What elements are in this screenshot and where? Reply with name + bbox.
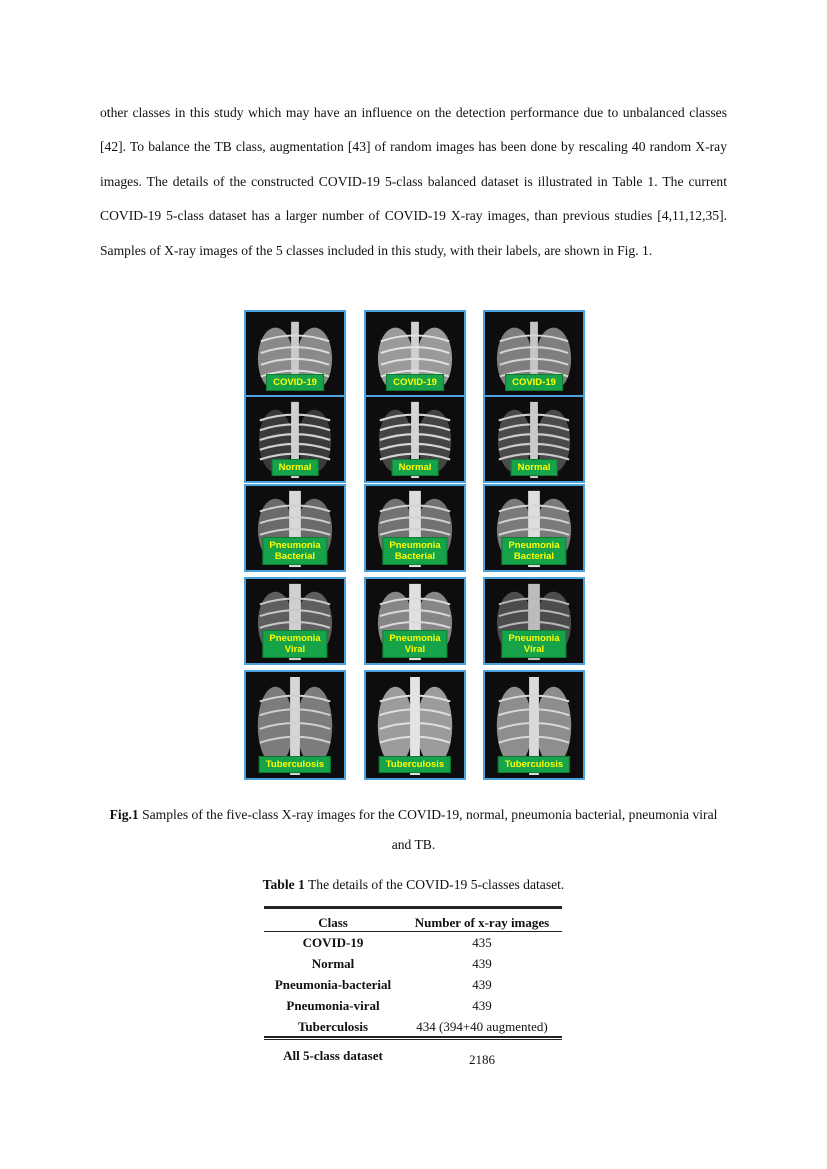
table-row xyxy=(264,995,562,1016)
figure-caption-label: Fig.1 xyxy=(109,807,139,822)
xray-image-covid-2 xyxy=(364,310,466,398)
xray-image-viral-3 xyxy=(483,577,585,665)
xray-label: COVID-19 xyxy=(386,374,444,391)
xray-image-tb-2 xyxy=(364,670,466,780)
table-row xyxy=(264,932,562,954)
xray-label: Pneumonia Bacterial xyxy=(382,537,447,565)
xray-image-viral-1 xyxy=(244,577,346,665)
table-total-row xyxy=(264,1042,562,1070)
table-caption xyxy=(100,877,727,893)
xray-label: Normal xyxy=(392,459,439,476)
class-cell: Pneumonia-bacterial xyxy=(274,976,392,992)
xray-label: Tuberculosis xyxy=(259,756,331,773)
xray-image-bacterial-3 xyxy=(483,484,585,572)
xray-label: COVID-19 xyxy=(505,374,563,391)
table-caption-label: Table 1 xyxy=(262,877,305,892)
xray-image-normal-3 xyxy=(483,395,585,483)
xray-label: Tuberculosis xyxy=(379,756,451,773)
class-cell: Pneumonia-viral xyxy=(286,997,380,1013)
class-cell: Tuberculosis xyxy=(297,1018,369,1034)
figure-caption-text: Samples of the five-class X-ray images for the COVID-19, normal, pneumonia bacterial, pneumonia viral and TB. xyxy=(138,807,718,852)
xray-label: Normal xyxy=(511,459,558,476)
xray-image-bacterial-2 xyxy=(364,484,466,572)
dataset-table-total xyxy=(264,1042,562,1070)
table-total-rule xyxy=(264,1036,562,1040)
count-cell: 439 xyxy=(472,976,492,992)
count-cell: 439 xyxy=(472,997,492,1013)
table-row xyxy=(264,953,562,974)
xray-image-covid-1 xyxy=(244,310,346,398)
table-row xyxy=(264,974,562,995)
total-count-cell: 2186 xyxy=(469,1052,495,1067)
count-cell: 439 xyxy=(472,955,492,971)
xray-label: Pneumonia Viral xyxy=(262,630,327,658)
xray-image-viral-2 xyxy=(364,577,466,665)
table-header-row xyxy=(264,906,562,932)
count-cell: 435 xyxy=(472,934,492,950)
xray-label: Pneumonia Bacterial xyxy=(501,537,566,565)
dataset-table xyxy=(264,906,562,1037)
table-caption-text: The details of the COVID-19 5-classes dataset. xyxy=(304,877,565,892)
xray-sample-grid xyxy=(242,308,585,780)
figure-caption xyxy=(100,800,727,860)
table-row xyxy=(264,1016,562,1037)
xray-image-normal-1 xyxy=(244,395,346,483)
count-cell: 434 (394+40 augmented) xyxy=(416,1018,548,1034)
xray-image-covid-3 xyxy=(483,310,585,398)
xray-label: Pneumonia Viral xyxy=(382,630,447,658)
xray-image-tb-3 xyxy=(483,670,585,780)
class-cell: COVID-19 xyxy=(302,934,364,950)
header-class: Class xyxy=(264,906,402,932)
xray-label: Pneumonia Viral xyxy=(501,630,566,658)
class-cell: Normal xyxy=(311,955,355,971)
xray-image-normal-2 xyxy=(364,395,466,483)
xray-label: Tuberculosis xyxy=(498,756,570,773)
total-class-cell: All 5-class dataset xyxy=(283,1048,383,1063)
xray-image-bacterial-1 xyxy=(244,484,346,572)
xray-label: Normal xyxy=(272,459,319,476)
xray-label: COVID-19 xyxy=(266,374,324,391)
body-paragraph: other classes in this study which may have an influence on the detection performance due to unbalanced classes [42]. To balance the TB class, augmentation [43] of random images has been done by rescaling 40 random X-ray images. The details of the constructed COVID-19 5-class balanced dataset is illustrated in Table 1. The current COVID-19 5-class dataset has a larger number of COVID-19 X-ray images, than previous studies [4,11,12,35]. Samples of X-ray images of the 5 classes included in this study, with their labels, are shown in Fig. 1. xyxy=(100,105,727,258)
xray-image-tb-1 xyxy=(244,670,346,780)
xray-label: Pneumonia Bacterial xyxy=(262,537,327,565)
header-count: Number of x-ray images xyxy=(402,906,562,932)
